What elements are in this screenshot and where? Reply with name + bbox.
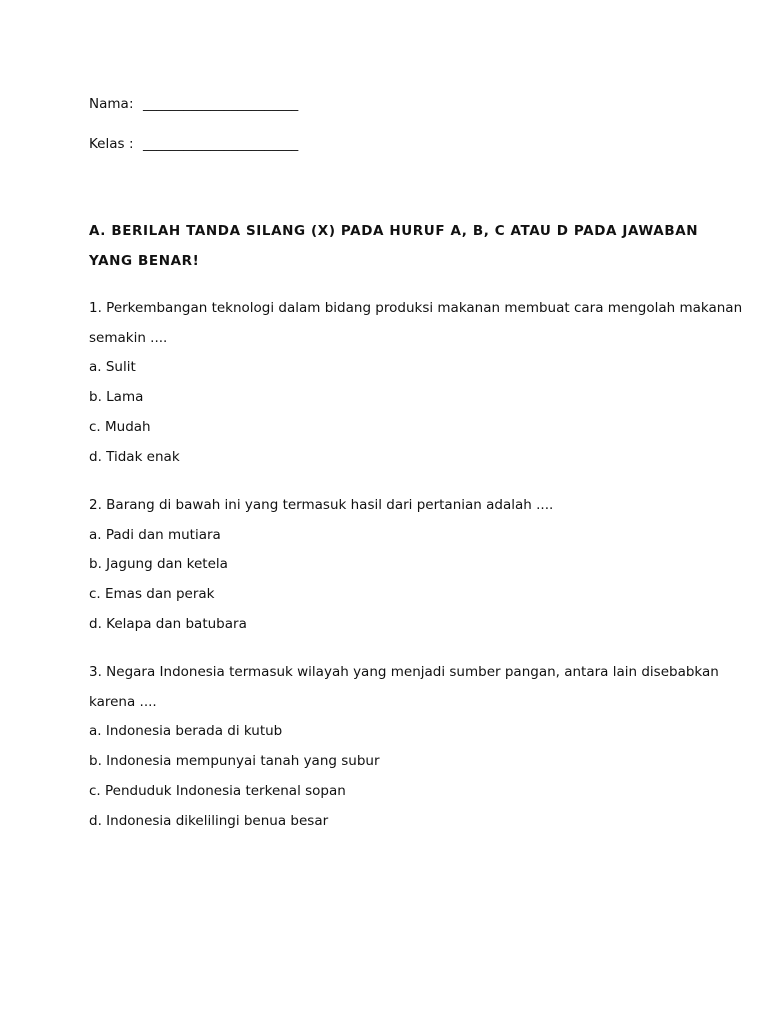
question-3-option-c[interactable]: c. Penduduk Indonesia terkenal sopan xyxy=(89,782,346,799)
question-1 xyxy=(89,294,743,472)
question-2-option-b[interactable]: b. Jagung dan ketela xyxy=(89,556,228,573)
question-1-option-b[interactable]: b. Lama xyxy=(89,389,144,406)
question-1-option-a[interactable]: a. Sulit xyxy=(89,359,136,376)
class-label: Kelas xyxy=(89,136,125,152)
section-heading xyxy=(89,216,699,276)
question-3-option-b[interactable]: b. Indonesia mempunyai tanah yang subur xyxy=(89,753,380,770)
name-label: Nama xyxy=(89,96,129,112)
name-field-row xyxy=(89,94,298,114)
question-3 xyxy=(89,658,719,836)
class-colon: : xyxy=(129,136,134,152)
section-heading-line-2: YANG BENAR! xyxy=(89,253,200,269)
question-3-text-line-1: 3. Negara Indonesia termasuk wilayah yang menjadi sumber pangan, antara lain disebabkan xyxy=(89,664,719,680)
question-2-text-line-1: 2. Barang di bawah ini yang termasuk hasil dari pertanian adalah .... xyxy=(89,497,554,513)
question-1-text-line-1: 1. Perkembangan teknologi dalam bidang produksi makanan membuat cara mengolah makanan xyxy=(89,300,743,316)
name-blank-line[interactable]: _______________________ xyxy=(143,96,299,112)
question-2-option-a[interactable]: a. Padi dan mutiara xyxy=(89,526,221,543)
question-3-option-d[interactable]: d. Indonesia dikelilingi benua besar xyxy=(89,812,329,829)
question-1-text-line-2: semakin .... xyxy=(89,329,168,346)
class-blank-line[interactable]: _______________________ xyxy=(143,136,299,152)
question-1-option-c[interactable]: c. Mudah xyxy=(89,418,151,435)
question-1-option-d[interactable]: d. Tidak enak xyxy=(89,448,180,465)
section-heading-line-1: A. BERILAH TANDA SILANG (X) PADA HURUF A, B, C ATAU D PADA JAWABAN xyxy=(89,223,699,239)
question-3-text-line-2: karena .... xyxy=(89,693,157,710)
question-2-option-c[interactable]: c. Emas dan perak xyxy=(89,586,215,603)
class-field-row xyxy=(89,134,298,154)
question-2-option-d[interactable]: d. Kelapa dan batubara xyxy=(89,615,247,632)
question-3-option-a[interactable]: a. Indonesia berada di kutub xyxy=(89,723,283,740)
name-colon: : xyxy=(129,96,134,112)
question-2 xyxy=(89,491,689,640)
